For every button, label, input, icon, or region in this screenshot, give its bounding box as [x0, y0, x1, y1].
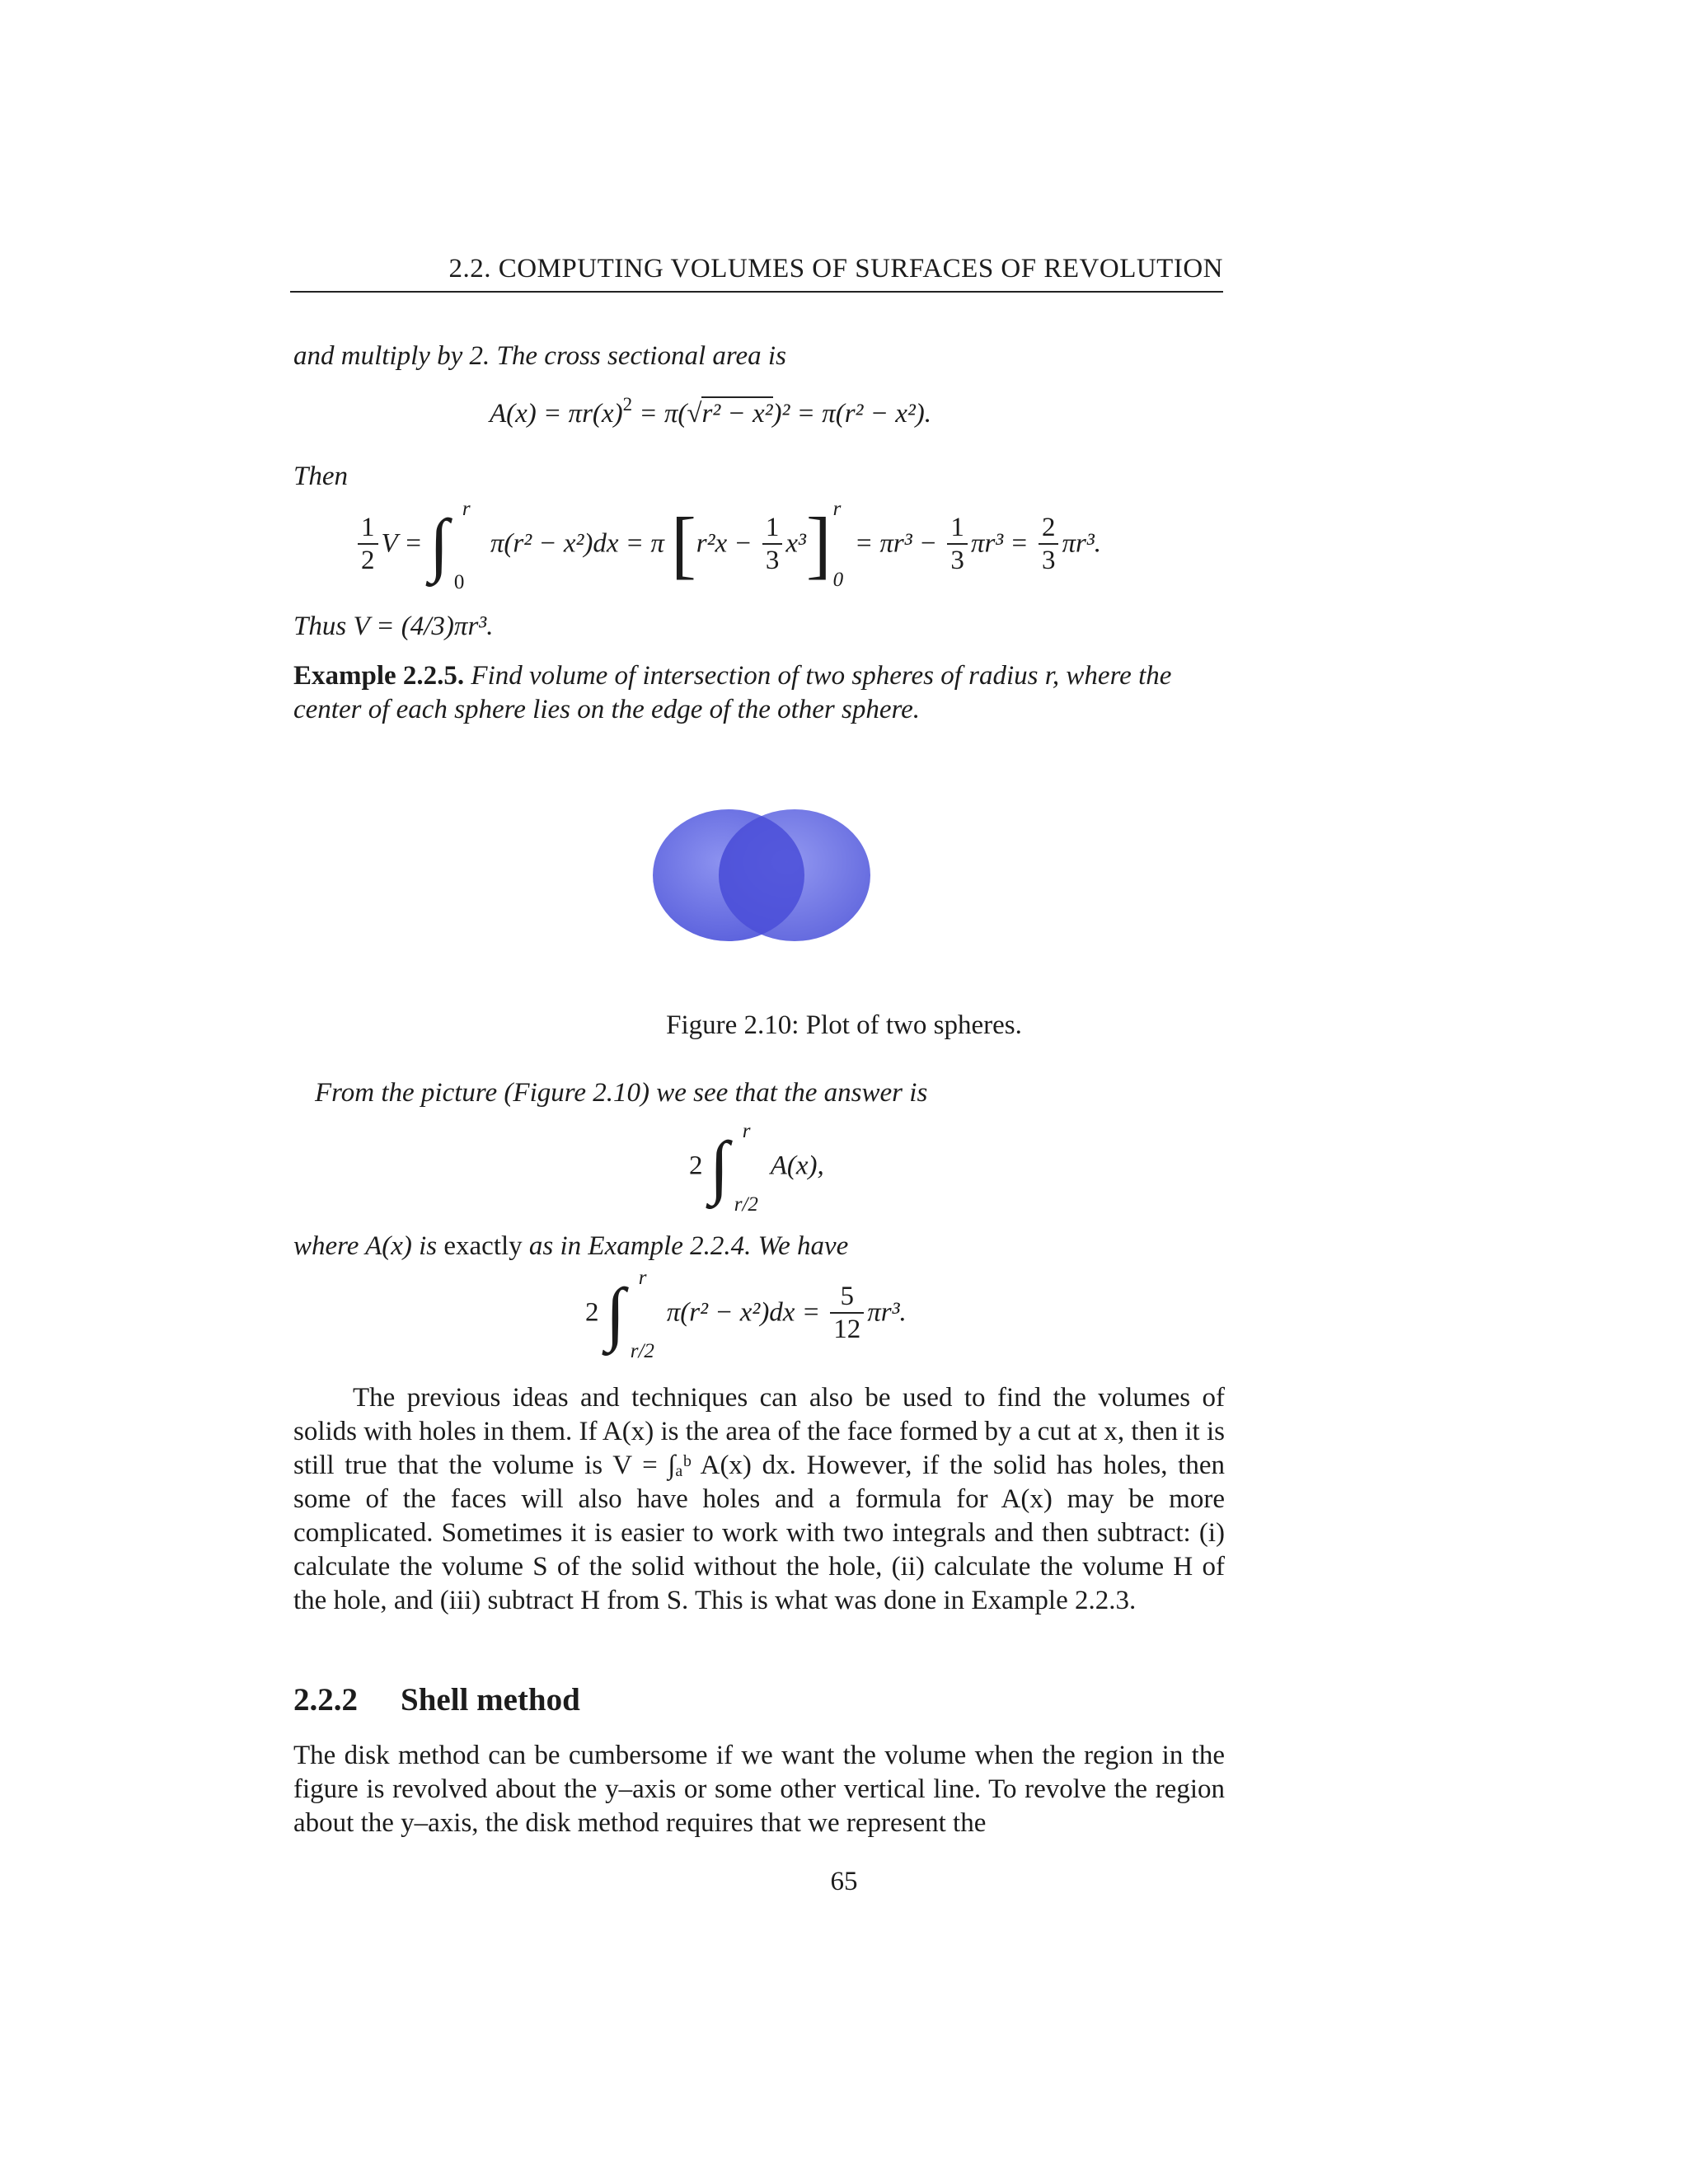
eq-coef: 2: [585, 1297, 599, 1328]
int-lower: r/2: [734, 1193, 758, 1216]
example-2-2-5: [293, 659, 1225, 727]
frac-num: 2: [1039, 513, 1059, 545]
equation-area: $A(x) = \pi r(x)^2 = \pi(√r^2 - x^2)^2 = \pi(r^2 - x^2)$.: [490, 394, 931, 429]
int-lower: r/2: [630, 1340, 654, 1362]
eq-rhs: πr³.: [867, 1297, 907, 1328]
frac-den: 12: [833, 1315, 861, 1344]
eq-rhs1: = πr³ −: [854, 528, 938, 559]
section-title: Shell method: [401, 1682, 580, 1718]
frac-num: 5: [830, 1282, 864, 1314]
example-text: Find volume of intersection of two spheres of radius r, where the center of each sphere lies on the edge of the other sphere.: [293, 661, 1172, 724]
fraction-five-twelfths: [830, 1282, 864, 1343]
bracket-inner-a: r²x −: [696, 528, 753, 559]
then-label: Then: [293, 462, 348, 491]
paragraph-cross-section: and multiply by 2. The cross sectional area is: [293, 341, 786, 371]
integral-sign: ∫ r r/2: [605, 1267, 654, 1362]
frac-num: 1: [358, 513, 378, 545]
where-a: where A(x) is: [293, 1231, 438, 1261]
fraction-third: [762, 513, 783, 574]
section-heading: [293, 1681, 580, 1718]
right-bracket: ]: [805, 502, 832, 586]
eq-rhs2: πr³ =: [970, 528, 1029, 559]
frac-num: 1: [762, 513, 783, 545]
thus-line: Thus V = (4/3)πr³.: [293, 612, 494, 641]
eq-area-radicand: r² − x²: [701, 396, 772, 429]
integral-sign: ∫ r r/2: [709, 1120, 758, 1216]
running-head: [290, 254, 1223, 293]
eq-integrand: π(r² − x²)dx = π: [490, 528, 664, 559]
eq-area-mid: = π(: [632, 399, 687, 429]
eq-coef: 2: [689, 1151, 703, 1181]
paragraph-holes: The previous ideas and techniques can also be used to find the volumes of solids with holes in them. If A(x) is the area of the face formed by a cut at x, then it is still true that the volume is V = ∫ₐᵇ A(x) dx. However, if the solid has holes, then some of the faces will also have holes and a formula for A(x) may be more complicated. Sometimes it is easier to work with two integrals and then subtract: (i) calculate the volume S of the solid without the hole, (ii) calculate the volume H of the hole, and (iii) subtract H from S. This is what was done in Example 2.2.3.: [293, 1383, 1225, 1615]
eq-v: V =: [381, 528, 423, 559]
bracket-limits: [832, 498, 848, 591]
eq-integrand: A(x),: [770, 1151, 824, 1181]
fraction-two-thirds: [1039, 513, 1059, 574]
int-upper: r: [742, 1120, 751, 1142]
equation-result: [585, 1267, 907, 1362]
equation-half-volume: [354, 498, 1101, 593]
equation-answer-integral: [689, 1120, 824, 1216]
eq-area-lhs: A(x) = πr(x): [490, 399, 623, 429]
fraction-third-2: [947, 513, 968, 574]
where-b: exactly: [443, 1231, 523, 1261]
fraction-half: [358, 513, 378, 574]
int-lower: 0: [453, 571, 465, 593]
example-label: Example 2.2.5.: [293, 661, 465, 691]
bracket-upper: r: [832, 498, 842, 520]
where-c: as in Example 2.2.4. We have: [528, 1231, 849, 1261]
eq-area-rhs: )² = π(r² − x²).: [772, 399, 931, 429]
bracket-inner-b: x³: [785, 528, 806, 559]
frac-den: 3: [1041, 546, 1056, 575]
left-bracket: [: [671, 502, 696, 586]
bracket-lower: 0: [832, 569, 844, 591]
eq-integrand: π(r² − x²)dx =: [666, 1297, 820, 1328]
page-number: 65: [830, 1867, 858, 1896]
two-spheres-figure: [649, 806, 874, 944]
int-upper: r: [638, 1267, 647, 1289]
int-upper: r: [462, 498, 471, 520]
frac-den: 3: [950, 546, 964, 575]
figure-caption: Figure 2.10: Plot of two spheres.: [666, 1010, 1022, 1040]
paragraph-from-picture: From the picture (Figure 2.10) we see that the answer is: [315, 1078, 928, 1108]
eq-rhs3: πr³.: [1062, 528, 1101, 559]
frac-num: 1: [947, 513, 968, 545]
frac-den: 2: [361, 546, 375, 575]
paragraph-where: [293, 1230, 1225, 1263]
paragraph-shell: The disk method can be cumbersome if we want the volume when the region in the figure is revolved about the y–axis or some other vertical line. To revolve the region about the y–axis, the disk method requires that we represent the: [293, 1741, 1225, 1838]
frac-den: 3: [765, 546, 780, 575]
section-number: 2.2.2: [293, 1682, 358, 1718]
integral-sign: ∫ r 0: [429, 498, 471, 593]
running-head-text: 2.2. COMPUTING VOLUMES OF SURFACES OF REVOLUTION: [448, 254, 1223, 284]
